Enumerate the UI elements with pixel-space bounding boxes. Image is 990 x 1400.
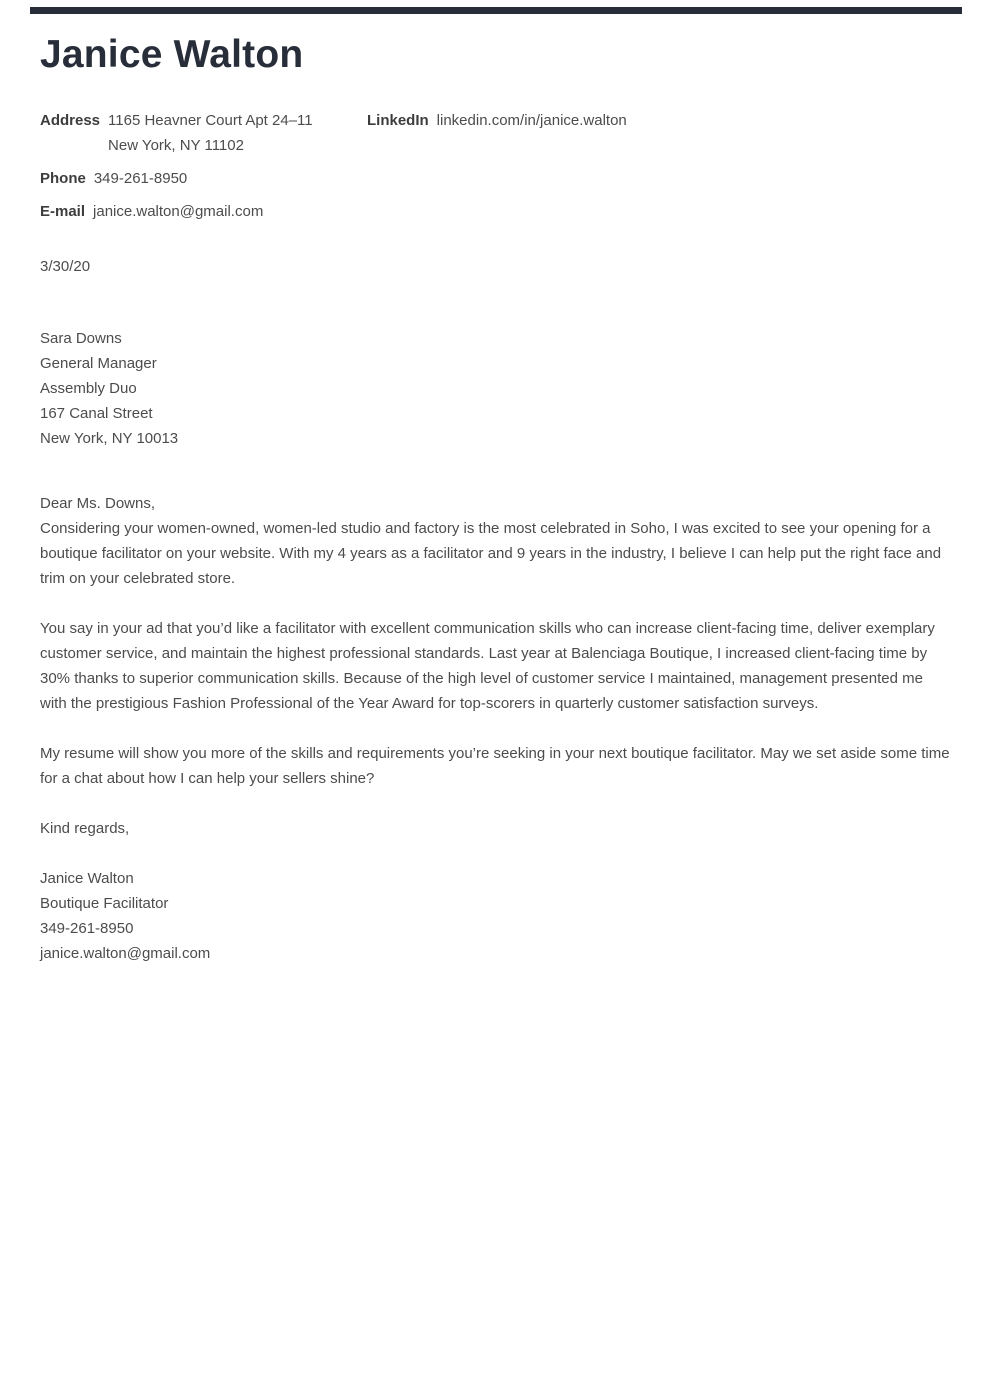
letter-content: [40, 0, 950, 966]
contact-email: [40, 199, 950, 224]
address-value: [108, 108, 313, 158]
paragraph-intro: [40, 491, 950, 591]
applicant-name: Janice Walton: [40, 33, 304, 76]
recipient-block: [40, 326, 950, 451]
signature-email: janice.walton@gmail.com: [40, 945, 211, 962]
address-label: Address: [40, 112, 101, 129]
paragraph-1-text: Considering your women-owned, women-led studio and factory is the most celebrated in Soho, I was excited to see your opening for a boutique facilitator on your website. With my 4 years as a facilitator and 9 years in the industry, I believe I can help put the right face and trim on your celebrated store.: [40, 520, 942, 587]
signature-title: Boutique Facilitator: [40, 895, 169, 912]
email-value: janice.walton@gmail.com: [93, 203, 264, 220]
phone-value: 349-261-8950: [93, 170, 188, 187]
salutation: Dear Ms. Downs,: [40, 495, 156, 512]
recipient-title: General Manager: [40, 355, 157, 372]
signature-name: Janice Walton: [40, 870, 134, 887]
paragraph-2: You say in your ad that you’d like a facilitator with excellent communication skills who can increase client-facing time, deliver exemplary customer service, and maintain the highest professional standards. Last year at Balenciaga Boutique, I increased client-facing time by 30% thanks to superior communication skills. Because of the high level of customer service I maintained, management presented me with the prestigious Fashion Professional of the Year Award for top-scorers in quarterly customer satisfaction surveys.: [40, 620, 935, 712]
signature-phone: 349-261-8950: [40, 920, 134, 937]
paragraph-3: My resume will show you more of the skills and requirements you’re seeking in your next boutique facilitator. May we set aside some time for a chat about how I can help your sellers shine?: [40, 745, 950, 787]
address-line-1: 1165 Heavner Court Apt 24–11: [108, 112, 313, 129]
email-label: E-mail: [40, 203, 86, 220]
letter-body: [40, 491, 950, 841]
contact-linkedin: [367, 108, 627, 133]
contact-section: [40, 108, 950, 224]
recipient-name: Sara Downs: [40, 330, 122, 347]
signature-block: [40, 866, 950, 966]
phone-label: Phone: [40, 170, 86, 187]
linkedin-label: LinkedIn: [367, 112, 429, 129]
contact-row-address-linkedin: [40, 108, 950, 158]
recipient-company: Assembly Duo: [40, 380, 137, 397]
contact-address: [40, 108, 367, 158]
recipient-street: 167 Canal Street: [40, 405, 153, 422]
linkedin-value: linkedin.com/in/janice.walton: [436, 112, 627, 129]
closing: Kind regards,: [40, 820, 130, 837]
contact-phone: [40, 166, 950, 191]
letter-date: 3/30/20: [40, 258, 91, 275]
recipient-city: New York, NY 10013: [40, 430, 179, 447]
address-line-2: New York, NY 11102: [108, 137, 244, 154]
